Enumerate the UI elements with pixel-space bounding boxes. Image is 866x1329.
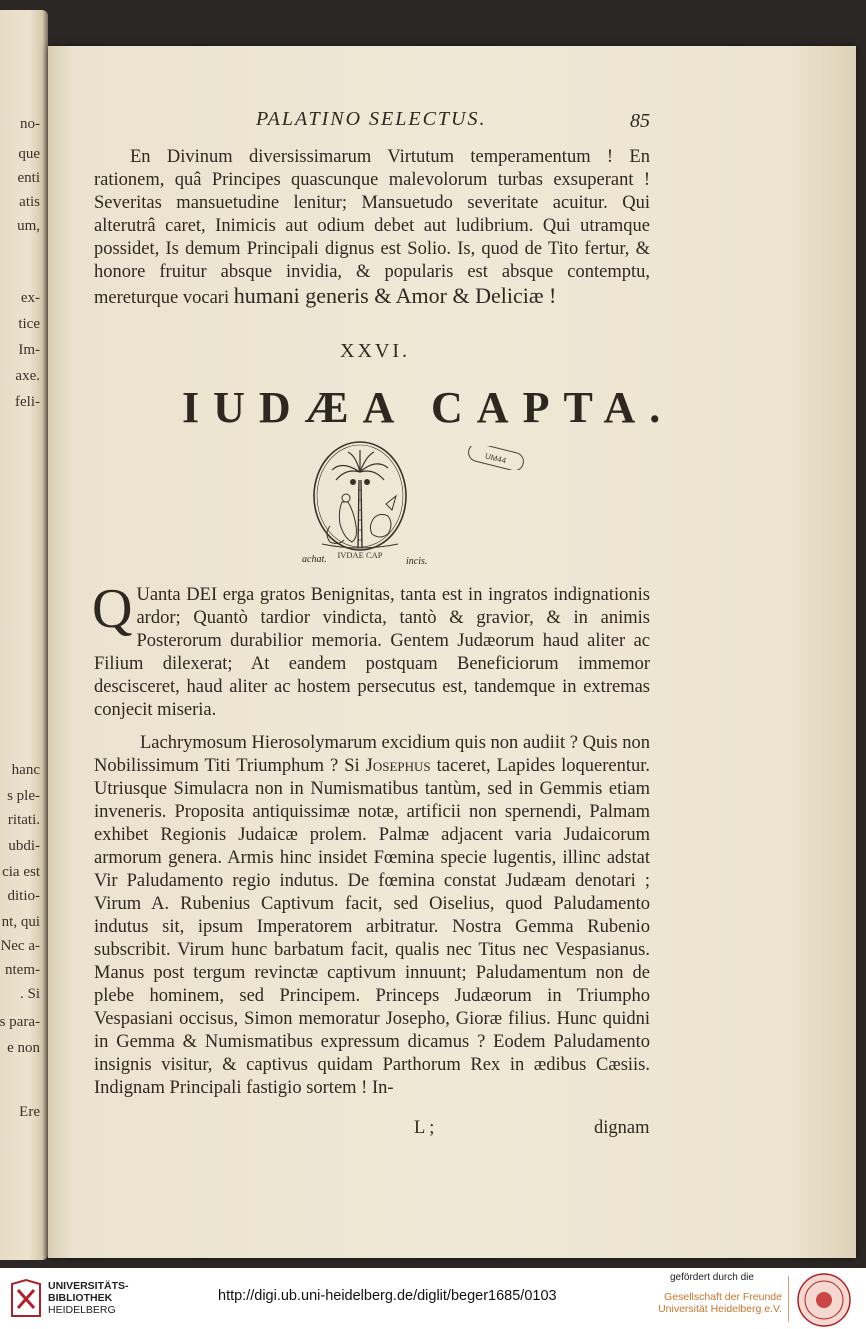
paragraph-1-text: En Divinum diversissimarum Virtutum temperamentum ! En rationem, quâ Principes quascunque malevolorum turbas exsuperant ! Severitas mansuetudine lenitur; Mansuetudo severitate acuitur. Qui alterutrâ caret, Inimicis aut odium debet aut ludibrium. Qui utramque possidet, Is demum Principali dignus est Solio. Is, quod de Tito fertur, & honore fruitur absque invidia, & popularis est absque contemptu, mereturque vocari [94,147,650,308]
library-stamp [466,446,528,470]
left-page-fragment: enti [17,170,40,186]
funded-by-label: gefördert durch die [670,1272,754,1283]
paragraph-2-text: Uanta DEI erga gratos Benignitas, tanta est in ingratos indignationis ardor; Quantò tardior vindicta, tantò & gravior, & in animis Posterorum durabilior memoria. Gentem Judæorum haud aliter ac Filium dilexerat; At eandem postquam Beneficiorum immemor descisceret, haud aliter ac hostem persecutus est, tandemque in extremas conjecit miseria. [94,585,650,720]
left-page-fragment: nt, qui [1,914,40,930]
left-page-fragment: Ere [19,1104,40,1120]
library-name-line-1: UNIVERSITÄTS- [48,1280,129,1292]
stamp-text: UM44 [484,451,508,466]
left-page-fragment: s ple- [7,788,40,804]
footer-divider [788,1276,789,1322]
left-page-fragment: s para- [0,1014,40,1030]
running-head: PALATINO SELECTUS. [256,108,487,130]
left-page-fragment: tice [18,316,40,332]
left-page-fragment: cia est [2,864,40,880]
page-number: 85 [630,110,650,132]
paragraph-1-emphasis: humani generis & Amor & Deliciæ ! [233,283,557,308]
left-page-fragment: . Si [19,986,40,1002]
left-page-fragment: ritati. [7,812,40,828]
left-page-fragment: atis [19,194,40,210]
left-page-fragment: ex- [20,290,40,306]
society-line-1: Gesellschaft der Freunde [664,1291,782,1303]
left-page-fragment: Nec a- [0,938,40,954]
left-page-fragment: no- [20,116,40,132]
left-page-fragment: axe. [15,368,40,384]
left-page-fragment: feli- [15,394,40,410]
left-page-fragment: Im- [18,342,40,358]
paragraph-3-text-a: Lachrymosum Hierosolymarum excidium quis non audiit ? Quis non Nobilissimum Titi Triumphum ? Si [94,733,650,776]
book-page [48,46,856,1258]
gem-inscription: IVDAE CAP [337,550,383,560]
left-page-fragment: ditio- [7,888,40,904]
left-page-fragment: um, [17,218,40,234]
library-name-line-3: HEIDELBERG [48,1304,116,1316]
left-page-fragment: e non [7,1040,40,1056]
left-page-fragment: ntem- [5,962,40,978]
left-page-fragment: ubdi- [8,838,40,854]
drop-cap: Q [92,578,133,640]
society-line-2: Universität Heidelberg e.V. [658,1303,782,1315]
society-name [652,1291,782,1315]
paragraph-2 [92,578,650,722]
library-name-line-2: BIBLIOTHEK [48,1292,113,1304]
signature-mark: L ; [414,1118,435,1138]
library-name [48,1280,129,1316]
engraver-signature-right: incis. [406,556,428,567]
university-seal-icon [796,1272,852,1328]
paragraph-3-text-b: taceret, Lapides loquerentur. Utriusque Simulacra non in Numismatibus tantùm, sed in Gemmis etiam inveneris. Proposita antiquissimæ notæ, artificii non spernendi, Palmam exhibet Regionis Judaicæ prolem. Palmæ adjacent varia Judaicorum armorum genera. Armis hinc insidet Fœmina specie lugentis, illinc adstat Vir Paludamento regio indutus. De fœmina constat Judæam denotari ; Virum A. Rubenius Captivum facit, sed Oiselius, quod Paludamento indutus sit, ipsum Imperatorem arbitratur. Nostra Gemma Rubenio subscribit. Virum hunc barbatum facit, qualis nec Titus nec Vespasianus. Manus post tergum revinctæ captivum innuunt; Paludamentum non de plebe hominem, sed Principem. Princeps Judæorum in Triumpho Vespasiani occisus, Simon memoratur Josepho, Gioræ filius. Hunc quidni in Gemma & Numismatibus expressum dicamus ? Eodem Paludamento insignis visitur, & captivus quidam Parthorum Rex in ædibus Cæsiis. Indignam Principali fastigio sortem ! In- [94,756,651,1098]
josephus-name: Josephus [365,756,431,776]
left-page-fragment: hanc [11,762,40,778]
paragraph-3 [94,732,650,1100]
left-page-fragment: que [18,146,40,162]
left-page-edge [0,10,48,1260]
section-title: IUDÆA CAPTA. [182,383,675,432]
section-number: XXVI. [340,340,410,362]
viewer-footer [0,1268,866,1329]
permalink-url[interactable]: http://digi.ub.uni-heidelberg.de/diglit/beger1685/0103 [218,1288,557,1304]
engraver-signature-left: achat. [302,554,327,565]
university-library-logo-icon [10,1278,42,1318]
catchword: dignam [594,1118,650,1138]
paragraph-1 [94,146,650,310]
